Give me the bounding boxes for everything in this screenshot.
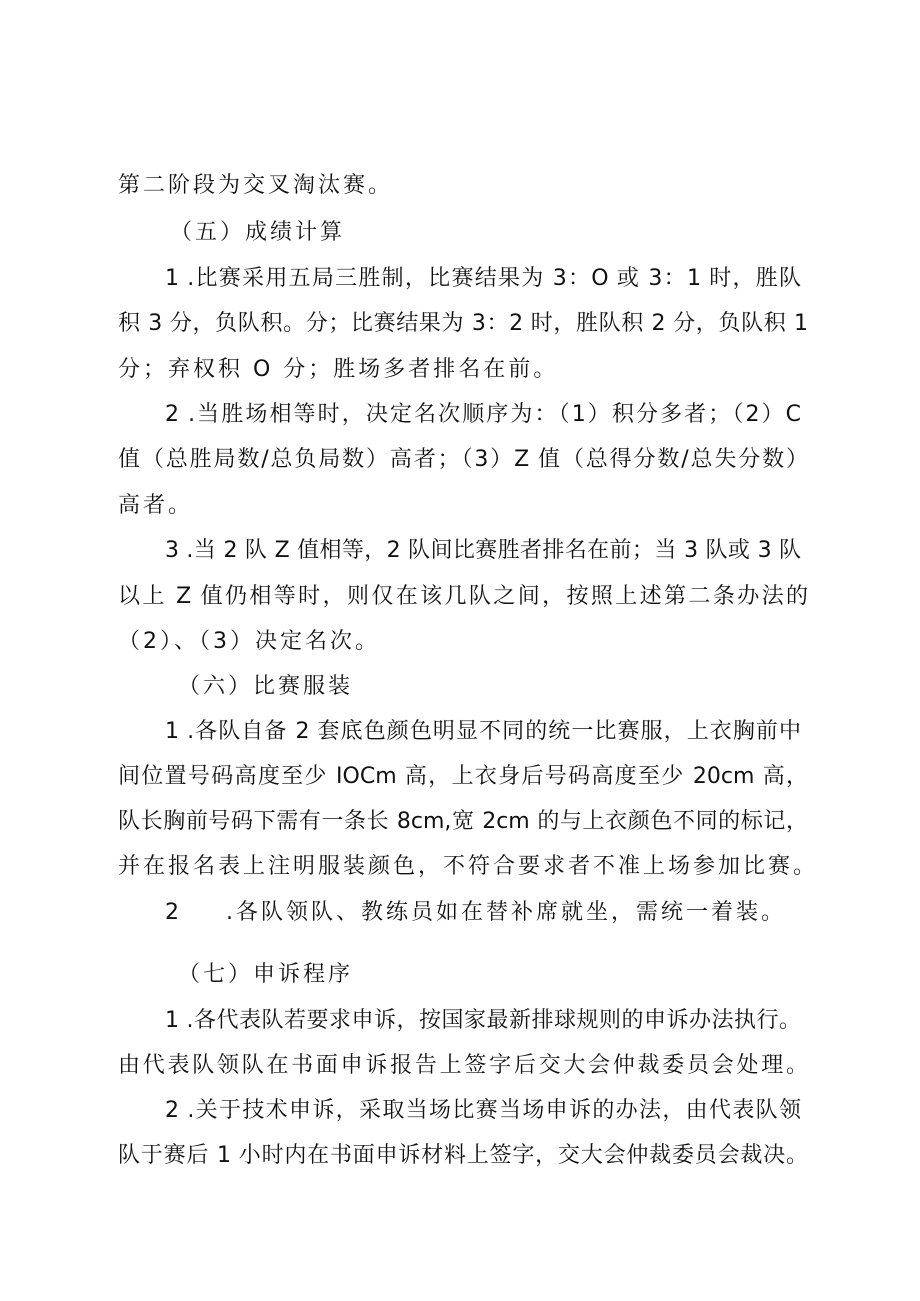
paragraph-line: 由代表队领队在书面申诉报告上签字后交大会仲裁委员会处理。: [118, 1053, 808, 1078]
section-heading: （六）比赛服装: [178, 674, 354, 699]
paragraph-line: 1 .比赛采用五局三胜制，比赛结果为 3：O 或 3：1 时，胜队: [165, 266, 801, 291]
paragraph-line: （2）、（3）决定名次。: [118, 629, 380, 654]
paragraph-line: 1 .各队自备 2 套底色颜色明显不同的统一比赛服，上衣胸前中: [165, 719, 801, 744]
paragraph-line: 间位置号码高度至少 IOCm 高，上衣身后号码高度至少 20cm 高，: [118, 764, 808, 789]
item-number: 2: [165, 900, 182, 925]
paragraph-line: 以上 Z 值仍相等时，则仅在该几队之间，按照上述第二条办法的: [118, 584, 808, 609]
paragraph-line: 第二阶段为交叉淘汰赛。: [118, 173, 394, 198]
paragraph-line: 1 .各代表队若要求申诉，按国家最新排球规则的申诉办法执行。: [165, 1008, 801, 1033]
paragraph-line: 高者。: [118, 493, 194, 518]
paragraph-line: 队长胸前号码下需有一条长 8cm,宽 2cm 的与上衣颜色不同的标记，: [118, 809, 808, 834]
paragraph-line: 积 3 分，负队积。分；比赛结果为 3：2 时，胜队积 2 分，负队积 1: [118, 311, 808, 336]
section-heading: （五）成绩计算: [170, 220, 346, 245]
section-heading: （七）申诉程序: [178, 962, 354, 987]
paragraph-line: 队于赛后 1 小时内在书面申诉材料上签字，交大会仲裁委员会裁决。: [118, 1143, 808, 1168]
paragraph-line: 3 .当 2 队 Z 值相等，2 队间比赛胜者排名在前；当 3 队或 3 队: [165, 538, 801, 563]
paragraph-line: 2 .当胜场相等时，决定名次顺序为：（1）积分多者；（2）C: [165, 402, 801, 427]
paragraph-line: 并在报名表上注明服装颜色，不符合要求者不准上场参加比赛。: [118, 854, 819, 879]
paragraph-line: 分；弃权积 O 分；胜场多者排名在前。: [118, 357, 559, 382]
paragraph-line: 2 .关于技术申诉，采取当场比赛当场申诉的办法，由代表队领: [165, 1098, 801, 1123]
paragraph-line: .各队领队、教练员如在替补席就坐，需统一着装。: [226, 900, 786, 925]
paragraph-line: 值（总胜局数/总负局数）高者；（3）Z 值（总得分数/总失分数）: [118, 447, 808, 472]
